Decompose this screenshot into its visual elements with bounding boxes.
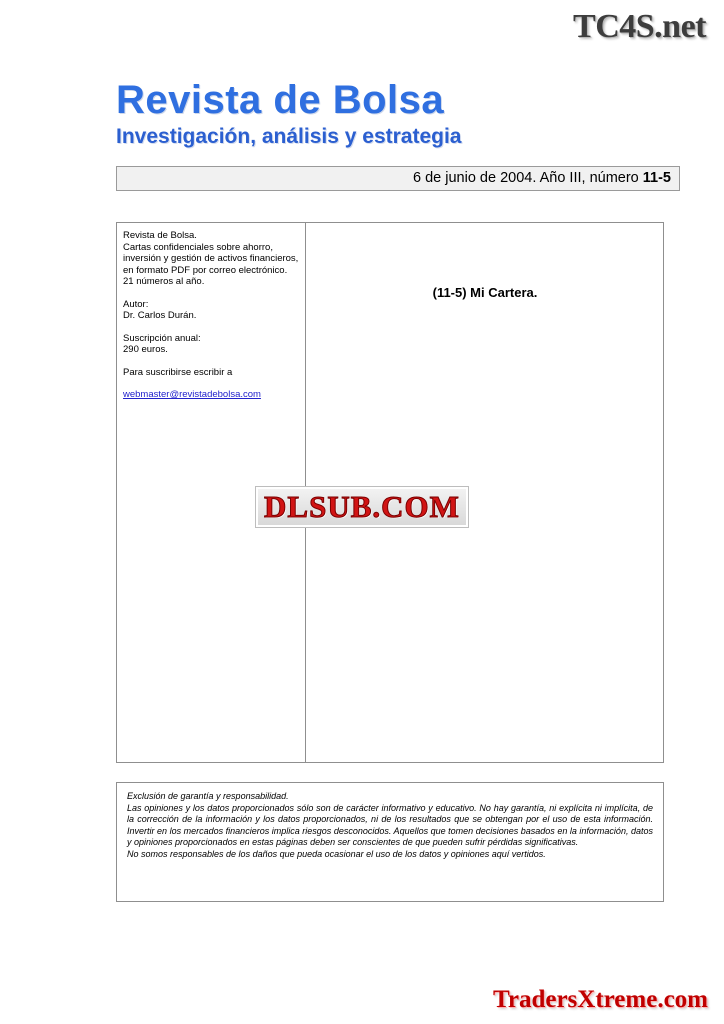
subscribe-text: Para suscribirse escribir a: [123, 366, 233, 378]
subscription-label: Suscripción anual:: [123, 332, 201, 344]
subscribe-email-link[interactable]: webmaster@revistadebolsa.com: [123, 389, 261, 400]
dlsub-watermark: [212, 487, 512, 531]
info-line-1: Revista de Bolsa.: [123, 230, 197, 241]
disclaimer-box: [116, 782, 664, 902]
masthead: [116, 78, 676, 150]
spacer-3: [123, 356, 299, 367]
spacer-1: [123, 288, 299, 299]
dlsub-watermark-text: DLSUB.COM: [256, 487, 468, 527]
issue-number: 11-5: [642, 170, 671, 186]
tradersxtreme-watermark: TradersXtreme.com: [493, 986, 708, 1013]
issue-date: 6 de junio de 2004. Año III, número: [413, 170, 643, 186]
issue-bar-text: [413, 170, 671, 186]
issue-bar: [116, 166, 680, 191]
spacer-2: [123, 322, 299, 333]
author-label: Autor:: [123, 298, 149, 310]
page-title: Revista de Bolsa: [116, 78, 445, 122]
info-line-2: Cartas confidenciales sobre ahorro, inversión y gestión de activos financieros, en formato PDF por correo electrónico.: [123, 241, 299, 276]
spacer-4: [123, 378, 299, 389]
info-line-3: 21 números al año.: [123, 276, 205, 287]
author-name: Dr. Carlos Durán.: [123, 310, 197, 321]
subscription-price: 290 euros.: [123, 344, 168, 355]
disclaimer-heading: Exclusión de garantía y responsabilidad.: [127, 791, 289, 801]
article-title: (11-5) Mi Cartera.: [432, 285, 538, 300]
disclaimer-body: Las opiniones y los datos proporcionados sólo son de carácter informativo y educativo. No hay garantía, ni explícita ni implícita, de la corrección de la información y los datos proporcionados, ni de los resultados que se obtengan por el uso de esta información. Invertir en los mercados financieros implica riesgos desconocidos. Aquellos que tomen decisiones basados en la información, datos y opiniones proporcionados en estas páginas deben ser conscientes de que pueden sufrir pérdidas significativas.: [127, 802, 653, 848]
disclaimer-footer: No somos responsables de los daños que pueda ocasionar el uso de los datos y opiniones aquí vertidos.: [127, 848, 546, 859]
tc4s-watermark: TC4S.net: [573, 8, 706, 45]
info-panel: [123, 230, 299, 401]
page-subtitle: Investigación, análisis y estrategia: [116, 125, 462, 148]
